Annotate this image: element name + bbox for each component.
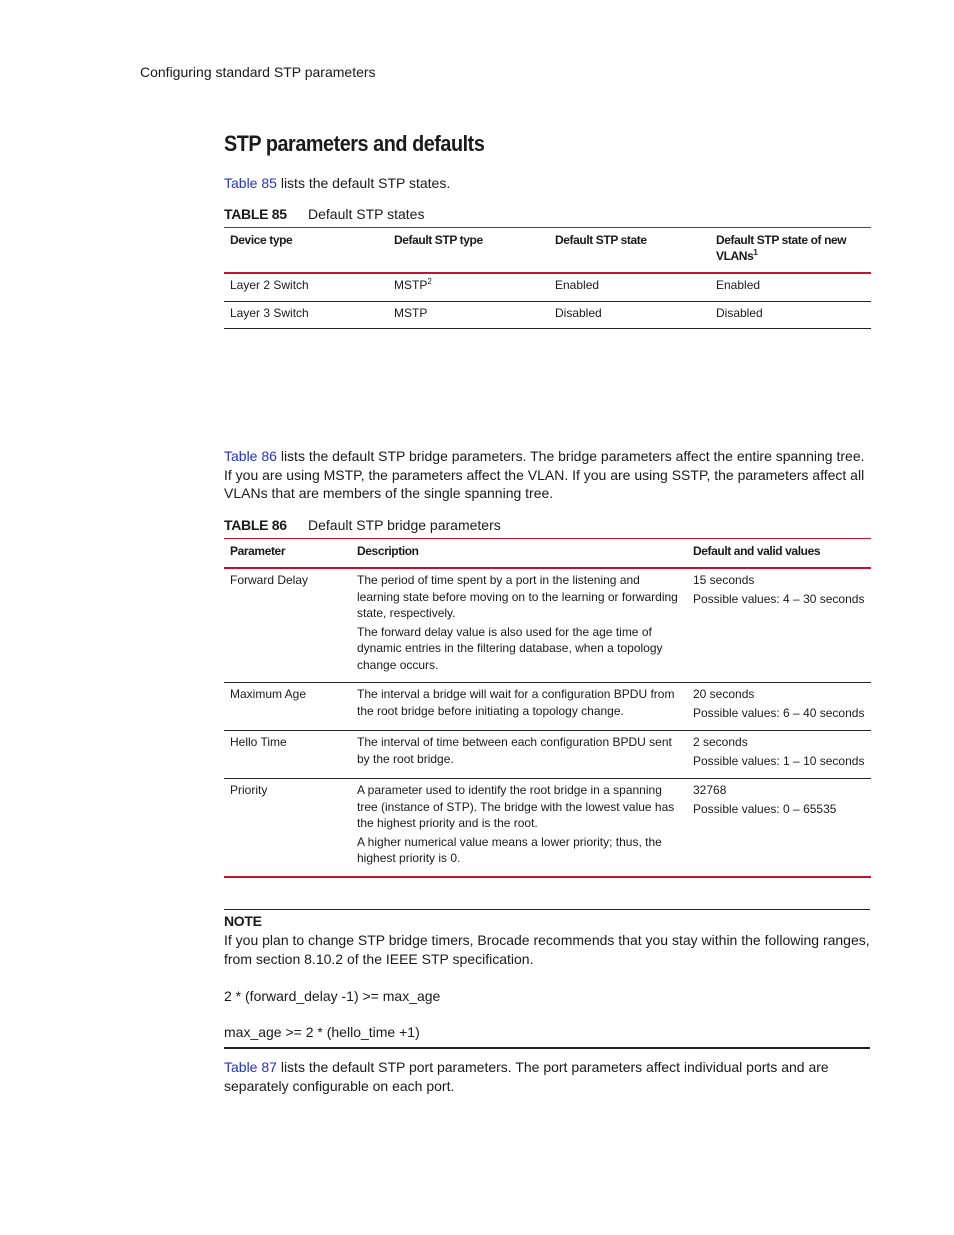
default-cell: [687, 779, 871, 877]
note-formula-max-age: max_age >= 2 * (hello_time +1): [224, 1024, 420, 1040]
table85-intro: [224, 174, 872, 193]
note-text: If you plan to change STP bridge timers, Brocade recommends that you stay within the following ranges, from section 8.10.2 of the IEEE STP specification.: [224, 932, 870, 967]
note-formula-forward-delay: 2 * (forward_delay -1) >= max_age: [224, 988, 441, 1004]
table85-caption: [224, 206, 424, 222]
table85-header-stp-state: Default STP state: [555, 233, 647, 247]
table86-header-parameter: Parameter: [230, 544, 286, 558]
table85-link[interactable]: Table 85: [224, 175, 277, 191]
description-text: A higher numerical value means a lower priority; thus, the highest priority is 0.: [357, 834, 662, 865]
vlan-state-cell: Disabled: [716, 305, 763, 320]
vlan-state-cell: Enabled: [716, 278, 761, 292]
stp-state-cell: Disabled: [555, 305, 602, 320]
description-text: The forward delay value is also used for the age time of dynamic entries in the filtering database, when a topology change occurs.: [357, 624, 663, 672]
description-cell: [351, 683, 687, 731]
table85-header-stp-type: Default STP type: [394, 233, 483, 247]
possible-values: Possible values: 6 – 40 seconds: [693, 705, 865, 720]
table-row: [224, 779, 871, 877]
possible-values: Possible values: 4 – 30 seconds: [693, 591, 865, 606]
section-title: STP parameters and defaults: [224, 131, 485, 156]
parameter-cell: Hello Time: [230, 735, 287, 749]
table86-header-default: Default and valid values: [693, 544, 821, 558]
device-type-cell: Layer 3 Switch: [230, 305, 309, 320]
table86-link[interactable]: Table 86: [224, 448, 277, 464]
description-text: A parameter used to identify the root bridge in a spanning tree (instance of STP). The bridge with the lowest value has the highest priority and is the root.: [357, 783, 675, 830]
default-value: 2 seconds: [693, 735, 748, 749]
table85-caption-number: TABLE 85: [224, 206, 287, 222]
description-cell: [351, 779, 687, 877]
description-text: The period of time spent by a port in the listening and learning state before moving on to the learning or forwarding state, respectively.: [357, 573, 678, 620]
table85-intro-text: lists the default STP states.: [276, 175, 451, 191]
table-row: [224, 731, 871, 779]
footnote-2-marker: 2: [427, 277, 432, 286]
note-title: NOTE: [224, 913, 262, 929]
description-cell: [351, 731, 687, 779]
description-text: The interval of time between each configuration BPDU sent by the root bridge.: [357, 735, 672, 766]
table86-caption: [224, 517, 501, 533]
default-cell: [687, 731, 871, 779]
note-block: [224, 909, 870, 1049]
table87-intro: [224, 1058, 872, 1095]
default-cell: [687, 683, 871, 731]
table87-link[interactable]: Table 87: [224, 1059, 277, 1075]
running-header: Configuring standard STP parameters: [140, 64, 376, 80]
table-row: [224, 683, 871, 731]
table86-caption-title: Default STP bridge parameters: [308, 517, 501, 533]
table-row: [224, 273, 871, 301]
stp-state-cell: Enabled: [555, 278, 600, 292]
footnote-1-marker: 1: [753, 248, 758, 257]
table85-header-vlan-state-label: Default STP state of new VLANs: [716, 233, 847, 263]
parameter-cell: Priority: [230, 783, 268, 797]
table85-header-device-type: Device type: [230, 233, 293, 247]
possible-values: Possible values: 0 – 65535: [693, 801, 837, 816]
table-row: [224, 568, 871, 683]
stp-type-value: MSTP: [394, 278, 428, 292]
default-cell: [687, 568, 871, 683]
table85-header-vlan-state: [710, 228, 871, 274]
device-type-cell: Layer 2 Switch: [230, 278, 309, 292]
table86-header-row: [224, 539, 871, 569]
description-text: The interval a bridge will wait for a configuration BPDU from the root bridge before initiating a topology change.: [357, 687, 675, 718]
table86: [224, 538, 871, 878]
stp-type-cell: [388, 273, 549, 301]
table85-header-row: [224, 228, 871, 274]
default-value: 32768: [693, 783, 727, 797]
description-cell: [351, 568, 687, 683]
table86-intro-text: lists the default STP bridge parameters. The bridge parameters affect the entire spanning tree. If you are using MSTP, the parameters affect the VLAN. If you are using SSTP, the parameters affect all VLANs that are members of the single spanning tree.: [224, 448, 865, 501]
stp-type-cell: MSTP: [394, 305, 428, 320]
default-value: 15 seconds: [693, 573, 755, 587]
table86-caption-number: TABLE 86: [224, 517, 287, 533]
table86-header-description: Description: [357, 544, 419, 558]
default-value: 20 seconds: [693, 687, 755, 701]
table85-caption-title: Default STP states: [308, 206, 425, 222]
parameter-cell: Maximum Age: [230, 687, 307, 701]
table-row: [224, 301, 871, 329]
parameter-cell: Forward Delay: [230, 573, 309, 587]
possible-values: Possible values: 1 – 10 seconds: [693, 753, 865, 768]
table85: [224, 227, 871, 329]
table86-intro: [224, 447, 872, 503]
table87-intro-text: lists the default STP port parameters. The port parameters affect individual ports and are separately configurable on each port.: [224, 1059, 829, 1094]
